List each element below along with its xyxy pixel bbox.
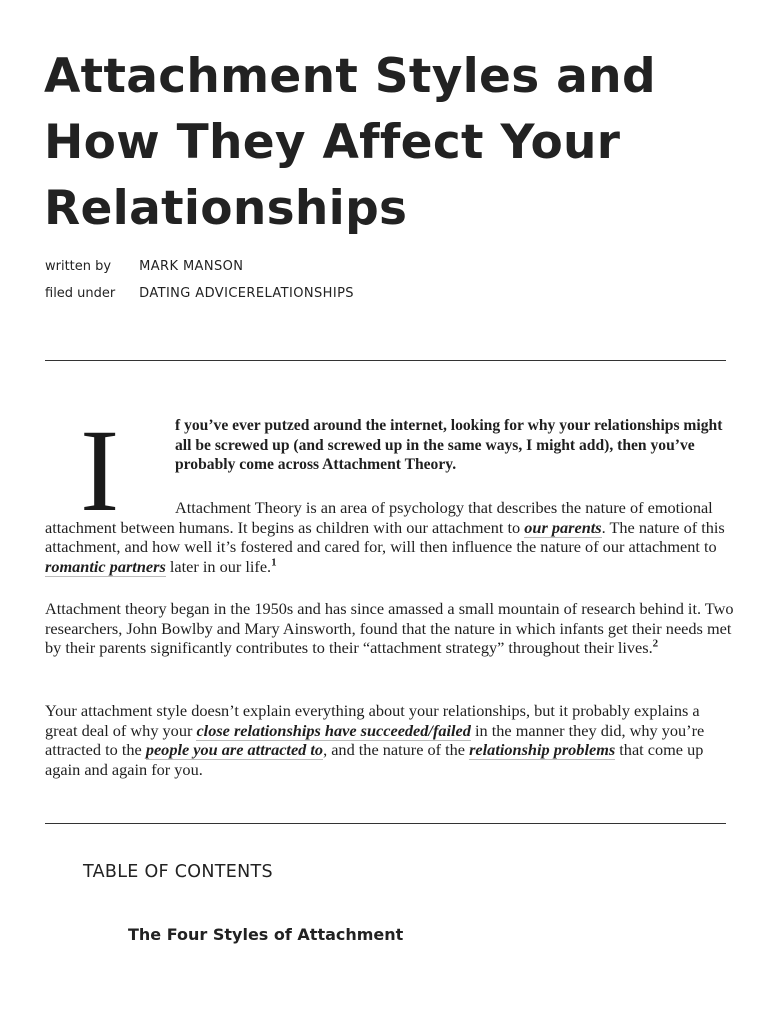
article-title: Attachment Styles and How They Affect Your Relationships bbox=[44, 49, 656, 236]
link-relationship-problems[interactable]: relationship problems bbox=[469, 740, 616, 759]
category-row bbox=[45, 286, 354, 301]
text-segment: . The nature of this attachment, and how well it’s fostered and cared for, will then influence the nature of our attachment to bbox=[45, 517, 725, 556]
text-segment: Your attachment style doesn’t explain everything about your relationships, but it probably explains a great deal of why your bbox=[45, 701, 700, 740]
paragraph-attachment-style bbox=[45, 701, 735, 779]
author-link[interactable]: MARK MANSON bbox=[139, 259, 244, 274]
toc-heading: TABLE OF CONTENTS bbox=[83, 862, 273, 882]
link-romantic-partners[interactable]: romantic partners bbox=[45, 556, 166, 576]
paragraph-history bbox=[45, 599, 735, 658]
text-segment: later in our life. bbox=[165, 556, 272, 576]
toc-item[interactable]: The Four Styles of Attachment bbox=[128, 925, 404, 944]
lead-paragraph: f you’ve ever putzed around the internet, looking for why your relationships might all be screwed up (and screwed up in the same ways, I might add), then you’ve probably come across Attachment Theory. bbox=[175, 417, 723, 473]
category-links[interactable]: DATING ADVICERELATIONSHIPS bbox=[139, 286, 354, 301]
dropcap: I bbox=[80, 405, 120, 536]
link-our-parents[interactable]: our parents bbox=[524, 517, 602, 537]
filed-under-label: filed under bbox=[45, 286, 116, 301]
divider-top bbox=[45, 360, 726, 361]
text-segment: that come up again and again for you. bbox=[45, 740, 704, 779]
written-by-label: written by bbox=[45, 259, 112, 274]
text-segment: , and the nature of the bbox=[323, 740, 470, 759]
text-segment: Attachment theory began in the 1950s and has since amassed a small mountain of research behind it. Two researchers, John Bowlby and Mary Ainsworth, found that the nature in which infants get their needs met by their parents significantly contributes to their “attachment strategy” throughout their lives. bbox=[45, 599, 734, 657]
link-people-attracted-to[interactable]: people you are attracted to bbox=[145, 740, 324, 759]
paragraph-attachment-theory bbox=[45, 498, 735, 576]
footnote-ref-2[interactable]: 2 bbox=[652, 637, 659, 650]
link-close-relationships[interactable]: close relationships have succeeded/failed bbox=[196, 720, 471, 740]
text-segment: Attachment Theory is an area of psychology that describes the nature of emotional attachment between humans. It begins as children with our attachment to bbox=[45, 498, 713, 537]
author-row bbox=[45, 259, 243, 274]
divider-bottom bbox=[45, 823, 726, 824]
footnote-ref-1[interactable]: 1 bbox=[271, 556, 277, 569]
text-segment: in the manner they did, why you’re attracted to the bbox=[45, 720, 705, 759]
